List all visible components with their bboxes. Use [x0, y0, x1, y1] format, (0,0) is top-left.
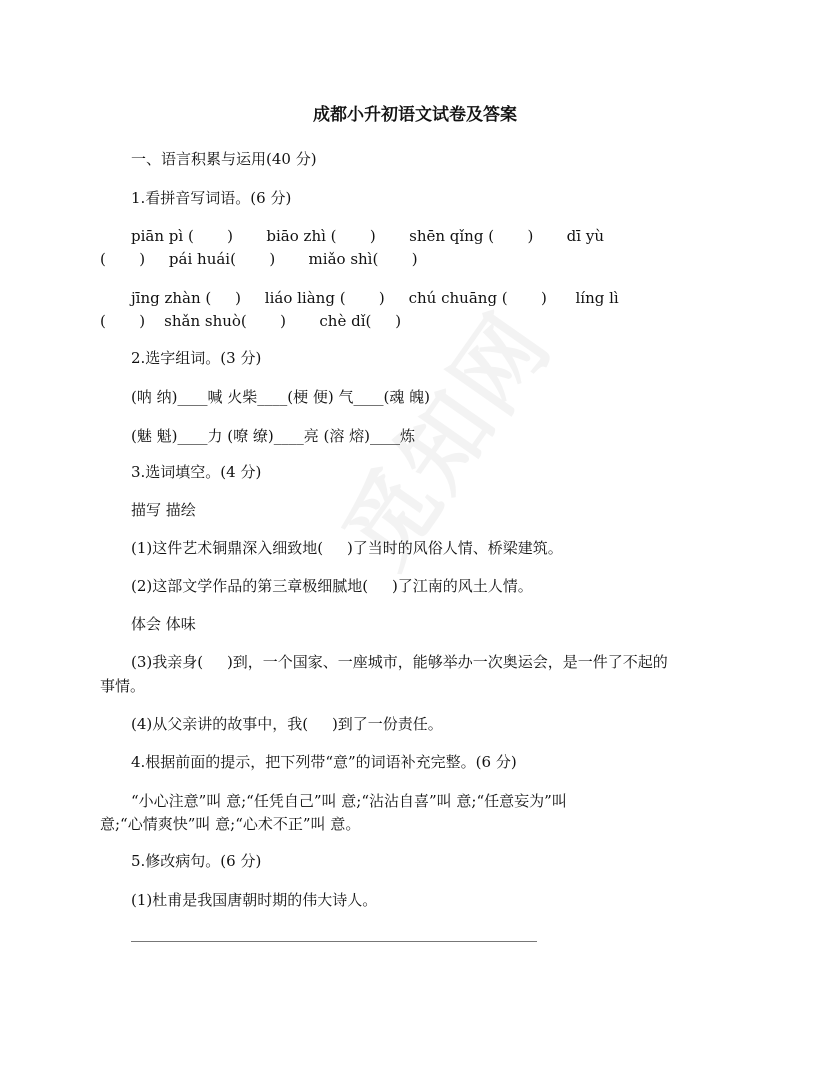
pinyin-row-2b: ( ) shǎn shuò( ) chè dǐ( ): [100, 312, 402, 330]
fill-sentence-4: (4)从父亲讲的故事中，我( )到了一份责任。: [131, 715, 443, 733]
word-choice-row-2: (魅 魁)____力 (嘹 缭)____亮 (溶 熔)____炼: [131, 427, 415, 445]
word-options-2: 体会 体味: [131, 615, 196, 633]
section-heading: 一、语言积累与运用(40 分): [131, 150, 317, 168]
fill-sentence-1: (1)这件艺术铜鼎深入细致地( )了当时的风俗人情、桥梁建筑。: [131, 539, 563, 557]
answer-line: [131, 941, 537, 942]
question-3-heading: 3.选词填空。(4 分): [131, 463, 262, 481]
yi-words-line-1: “小心注意”叫 意;“任凭自己”叫 意;“沾沾自喜”叫 意;“任意妄为”叫: [131, 792, 567, 810]
pinyin-row-1b: ( ) pái huái( ) miǎo shì( ): [100, 250, 418, 268]
page-title: 成都小升初语文试卷及答案: [313, 105, 517, 125]
question-4-heading: 4.根据前面的提示，把下列带“意”的词语补充完整。(6 分): [131, 753, 517, 771]
yi-words-line-2: 意;“心情爽快”叫 意;“心术不正”叫 意。: [100, 815, 361, 833]
fill-sentence-2: (2)这部文学作品的第三章极细腻地( )了江南的风土人情。: [131, 577, 533, 595]
fill-sentence-3-continued: 事情。: [100, 677, 146, 695]
sick-sentence-1: (1)杜甫是我国唐朝时期的伟大诗人。: [131, 891, 378, 909]
fill-sentence-3: (3)我亲身( )到，一个国家、一座城市，能够举办一次奥运会，是一件了不起的: [131, 653, 668, 671]
pinyin-row-1a: piān pì ( ) biāo zhì ( ) shēn qǐng ( ) dī yù: [131, 227, 604, 245]
word-options-1: 描写 描绘: [131, 501, 196, 519]
pinyin-row-2a: jīng zhàn ( ) liáo liàng ( ) chú chuāng ( ) líng lì: [131, 289, 619, 307]
word-choice-row-1: (呐 纳)____喊 火柴____(梗 便) 气____(魂 魄): [131, 388, 430, 406]
question-1-heading: 1.看拼音写词语。(6 分): [131, 189, 292, 207]
question-2-heading: 2.选字组词。(3 分): [131, 349, 262, 367]
question-5-heading: 5.修改病句。(6 分): [131, 852, 262, 870]
